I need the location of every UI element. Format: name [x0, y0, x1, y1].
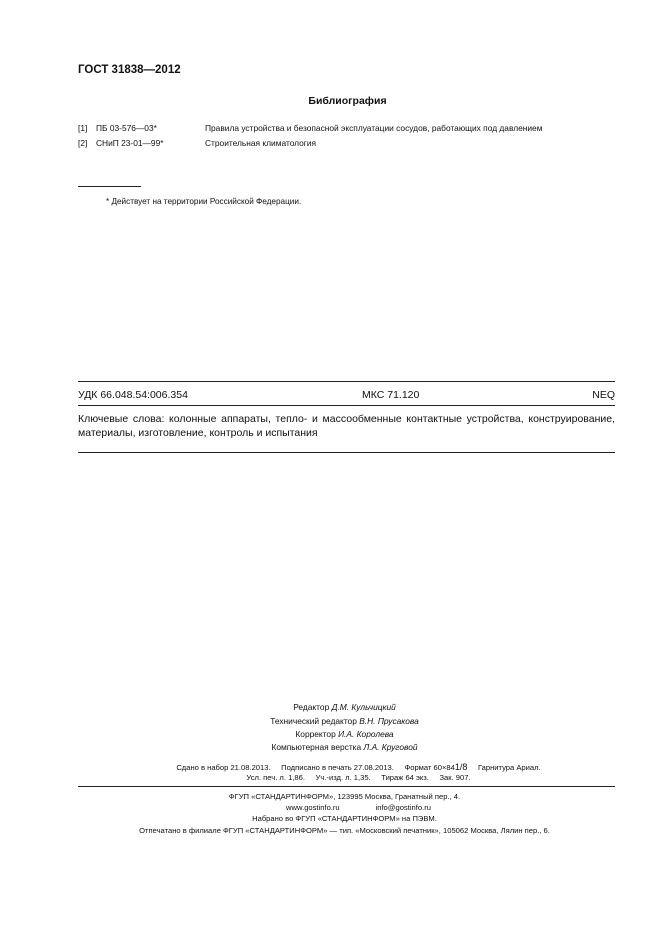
corrector-label: Корректор	[295, 729, 336, 739]
footnote-separator	[78, 186, 141, 187]
bib-item-number: [1]	[78, 123, 88, 133]
print-info-line-2	[0, 773, 661, 782]
format: Формат 60×84	[404, 763, 455, 772]
layout-label: Компьютерная верстка	[271, 742, 362, 752]
document-code: ГОСТ 31838—2012	[78, 64, 181, 76]
print-sheets: Усл. печ. л. 1,86.	[246, 773, 305, 782]
order-number: Зак. 907.	[439, 773, 471, 782]
staff-corrector	[0, 729, 661, 739]
mks-code: МКС 71.120	[362, 389, 420, 401]
udk-code: УДК 66.048.54:006.354	[78, 389, 188, 401]
staff-editor	[0, 702, 661, 712]
bib-item-title: Правила устройства и безопасной эксплуатации сосудов, работающих под давлением	[205, 123, 543, 133]
tech-editor-label: Технический редактор	[270, 716, 357, 726]
printed-note	[0, 826, 661, 835]
print-info-line-1	[0, 762, 661, 772]
divider	[78, 381, 615, 382]
bibliography-title-text: Библиография	[308, 95, 387, 107]
divider	[78, 786, 615, 787]
staff-tech-editor	[0, 716, 661, 726]
keywords: Ключевые слова: колонные аппараты, тепло- и массообменные контактные устройства, конструирование, материалы, изготовление, контроль и испытания	[78, 413, 615, 439]
staff-layout	[0, 742, 661, 752]
typeset-date: Сдано в набор 21.08.2013.	[176, 763, 271, 772]
publisher-address	[0, 792, 661, 801]
printed-note-text: Отпечатано в филиале ФГУП «СТАНДАРТИНФОРМ» — тип. «Московский печатник», 105062 Москва, Лялин пер., 6.	[139, 826, 550, 835]
bib-item-code: СНиП 23-01—99*	[96, 138, 164, 148]
editor-label: Редактор	[293, 702, 330, 712]
publisher-email: info@gostinfo.ru	[375, 803, 431, 812]
publisher-contacts	[0, 803, 661, 812]
neq-label: NEQ	[592, 389, 615, 401]
publisher-sheets: Уч.-изд. л. 1,35.	[315, 773, 371, 782]
typeset-note-text: Набрано во ФГУП «СТАНДАРТИНФОРМ» на ПЭВМ.	[252, 814, 437, 823]
publisher-address-text: ФГУП «СТАНДАРТИНФОРМ», 123995 Москва, Гранатный пер., 4.	[228, 792, 461, 801]
layout-name: Л.А. Круговой	[363, 742, 418, 752]
typeface: Гарнитура Ариал.	[477, 763, 541, 772]
bib-item-number: [2]	[78, 138, 88, 148]
divider	[78, 452, 615, 453]
signed-date: Подписано в печать 27.08.2013.	[281, 763, 394, 772]
footnote-text: * Действует на территории Российской Федерации.	[106, 197, 302, 206]
divider	[78, 405, 615, 406]
bib-item-title: Строительная климатология	[205, 138, 317, 148]
format-fraction: 1/8	[454, 762, 468, 772]
circulation: Тираж 64 экз.	[381, 773, 429, 782]
bib-item-code: ПБ 03-576—03*	[96, 123, 157, 133]
typeset-note	[0, 814, 661, 823]
publisher-website: www.gostinfo.ru	[286, 803, 340, 812]
tech-editor-name: В.Н. Прусакова	[359, 716, 419, 726]
corrector-name: И.А. Королева	[338, 729, 394, 739]
editor-name: Д.М. Кульчицкий	[331, 702, 396, 712]
bibliography-title	[0, 95, 661, 107]
